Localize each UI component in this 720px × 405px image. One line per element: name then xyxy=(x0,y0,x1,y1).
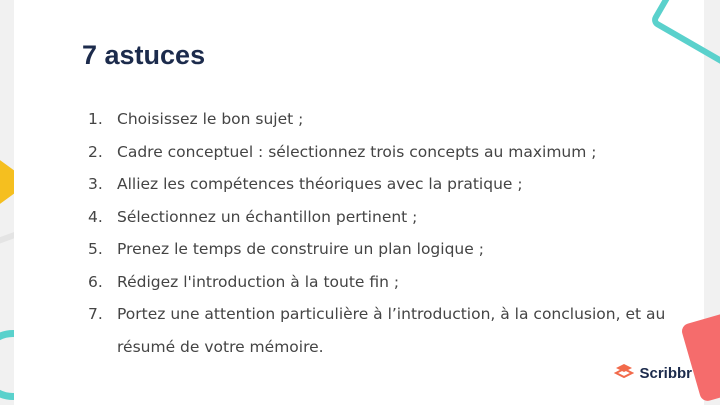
list-item-text: Portez une attention particulière à l’introduction, à la conclusion, et au résumé de votre mémoire. xyxy=(117,305,666,356)
brand-name: Scribbr xyxy=(639,364,692,382)
list-item-number: 5. xyxy=(88,240,103,258)
list-item xyxy=(88,266,688,299)
brand xyxy=(614,361,692,385)
list-item-text: Choisissez le bon sujet ; xyxy=(117,110,304,128)
list-item xyxy=(88,201,688,234)
list-item-number: 4. xyxy=(88,207,103,226)
list-item-text: Alliez les compétences théoriques avec la pratique ; xyxy=(117,175,523,193)
list-item-text: Sélectionnez un échantillon pertinent ; xyxy=(117,207,418,226)
slide-title: 7 astuces xyxy=(82,40,206,70)
list-item-number: 7. xyxy=(88,305,103,323)
list-item-number: 1. xyxy=(88,110,103,128)
list-item-text: Rédigez l'introduction à la toute fin ; xyxy=(117,272,400,291)
list-item xyxy=(88,136,688,169)
list-item xyxy=(88,168,688,201)
tips-list xyxy=(88,103,688,363)
list-item xyxy=(88,103,688,136)
list-item-text: Prenez le temps de construire un plan logique ; xyxy=(117,240,484,258)
list-item-number: 6. xyxy=(88,272,103,291)
list-item xyxy=(88,233,688,266)
list-item-number: 2. xyxy=(88,142,103,161)
scribbr-logo-icon xyxy=(614,361,634,385)
list-item-text: Cadre conceptuel : sélectionnez trois concepts au maximum ; xyxy=(117,142,597,161)
list-item xyxy=(88,298,688,363)
list-item-number: 3. xyxy=(88,175,103,193)
